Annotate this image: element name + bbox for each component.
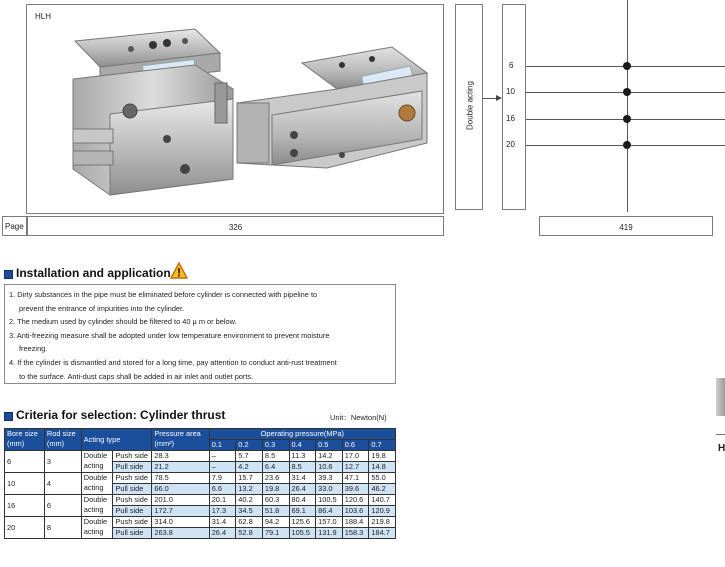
rod-cell: 3 <box>44 451 81 473</box>
side-cell: Pull side <box>113 528 152 539</box>
thrust-value-cell: 39.6 <box>342 484 369 495</box>
edge-divider <box>716 434 725 435</box>
thrust-value-cell: 103.6 <box>342 506 369 517</box>
thrust-value-cell: 20.1 <box>209 495 236 506</box>
header-pressure-value: 0.2 <box>236 440 263 451</box>
criteria-title: Criteria for selection: Cylinder thrust <box>16 408 226 422</box>
bore-cell: 16 <box>5 495 45 517</box>
header-pressure-value: 0.7 <box>369 440 396 451</box>
thrust-value-cell: 188.4 <box>342 517 369 528</box>
thrust-value-cell: 105.5 <box>289 528 316 539</box>
header-pressure-value: 0.4 <box>289 440 316 451</box>
thrust-value-cell: 31.4 <box>209 517 236 528</box>
thrust-value-cell: 4.2 <box>236 462 263 473</box>
thrust-value-cell: 13.2 <box>236 484 263 495</box>
thrust-value-cell: 60.3 <box>262 495 289 506</box>
thrust-value-cell: 17.3 <box>209 506 236 517</box>
side-cell: Pull side <box>113 506 152 517</box>
bore-row-label: 6 <box>509 61 514 70</box>
acting-type-box <box>455 4 483 210</box>
selection-dot <box>623 62 631 70</box>
bore-size-box <box>502 4 526 210</box>
area-cell: 21.2 <box>152 462 209 473</box>
thrust-value-cell: 19.8 <box>369 451 396 462</box>
thrust-value-cell: 14.2 <box>316 451 343 462</box>
page-label-cell <box>2 216 27 236</box>
thrust-value-cell: 184.7 <box>369 528 396 539</box>
thrust-value-cell: 157.0 <box>316 517 343 528</box>
thrust-value-cell: 140.7 <box>369 495 396 506</box>
area-cell: 66.0 <box>152 484 209 495</box>
thrust-value-cell: 19.8 <box>262 484 289 495</box>
bore-cell: 6 <box>5 451 45 473</box>
thrust-value-cell: 8.5 <box>262 451 289 462</box>
cylinder-photo-angled <box>232 43 442 193</box>
unit-label: Unit：Newton(N) <box>330 413 387 422</box>
thrust-value-cell: 69.1 <box>289 506 316 517</box>
thrust-value-cell: 26.4 <box>209 528 236 539</box>
thrust-value-cell: 6.4 <box>262 462 289 473</box>
edge-photo-fragment <box>716 378 725 416</box>
area-cell: 263.8 <box>152 528 209 539</box>
page-number-cell-right <box>539 216 713 236</box>
thrust-value-cell: 219.8 <box>369 517 396 528</box>
header-pressure-value: 0.6 <box>342 440 369 451</box>
thrust-value-cell: 46.2 <box>369 484 396 495</box>
note-line: 1. Dirty substances in the pipe must be eliminated before cylinder is connected with pipeline to <box>9 290 318 299</box>
note-line: 4. If the cylinder is dismantled and stored for a long time, pay attention to conduct anti-rust treatment <box>9 357 337 367</box>
thrust-value-cell: 34.5 <box>236 506 263 517</box>
thrust-value-cell: 39.3 <box>316 473 343 484</box>
thrust-value-cell: 12.7 <box>342 462 369 473</box>
thrust-value-cell: 79.1 <box>262 528 289 539</box>
installation-notes <box>4 284 396 384</box>
thrust-value-cell: 131.9 <box>316 528 343 539</box>
thrust-value-cell: 100.5 <box>316 495 343 506</box>
note-line: to the surface. Anti-dust caps shall be added in air inlet and outlet ports. <box>19 371 254 381</box>
thrust-value-cell: 14.8 <box>369 462 396 473</box>
note-line: 2. The medium used by cylinder should be filtered to 40 μ m or below. <box>9 317 237 327</box>
side-cell: Pull side <box>113 484 152 495</box>
header-pressure: Operating pressure(MPa) <box>209 429 395 440</box>
selection-dot <box>623 88 631 96</box>
header-pressure-value: 0.3 <box>262 440 289 451</box>
thrust-value-cell: 31.4 <box>289 473 316 484</box>
page-number-right: 419 <box>619 223 633 232</box>
thrust-value-cell: 5.7 <box>236 451 263 462</box>
note-line: freezing. <box>19 344 48 354</box>
side-cell: Push side <box>113 517 152 528</box>
header-area: Pressure area (mm²) <box>152 429 209 451</box>
installation-title: Installation and application <box>16 266 171 280</box>
thrust-value-cell: 62.8 <box>236 517 263 528</box>
header-pressure-value: 0.5 <box>316 440 343 451</box>
bore-row-label: 10 <box>506 87 515 96</box>
thrust-value-cell: – <box>209 462 236 473</box>
thrust-value-cell: 51.8 <box>262 506 289 517</box>
acting-type-label: Double acting <box>465 81 475 130</box>
thrust-value-cell: 86.4 <box>316 506 343 517</box>
table-row <box>5 473 396 484</box>
product-photo-panel <box>26 4 444 214</box>
section-bullet <box>4 412 13 421</box>
section-bullet <box>4 270 13 279</box>
thrust-value-cell: 7.9 <box>209 473 236 484</box>
side-cell: Push side <box>113 495 152 506</box>
thrust-value-cell: 6.6 <box>209 484 236 495</box>
bore-cell: 20 <box>5 517 45 539</box>
area-cell: 314.0 <box>152 517 209 528</box>
table-row <box>5 495 396 506</box>
area-cell: 78.5 <box>152 473 209 484</box>
bore-row-label: 20 <box>506 140 515 149</box>
header-acting: Acting type <box>81 429 152 451</box>
thrust-value-cell: – <box>209 451 236 462</box>
edge-letter: H <box>718 443 725 454</box>
area-cell: 201.0 <box>152 495 209 506</box>
thrust-value-cell: 40.2 <box>236 495 263 506</box>
thrust-value-cell: 15.7 <box>236 473 263 484</box>
acting-arrow-line <box>483 98 497 99</box>
rod-cell: 4 <box>44 473 81 495</box>
thrust-value-cell: 23.6 <box>262 473 289 484</box>
page-number-cell-left <box>27 216 444 236</box>
header-pressure-value: 0.1 <box>209 440 236 451</box>
matrix-column-line <box>627 0 628 212</box>
thrust-value-cell: 33.0 <box>316 484 343 495</box>
acting-cell: Double acting <box>81 517 113 539</box>
bore-cell: 10 <box>5 473 45 495</box>
page-label: Page <box>5 222 24 231</box>
bore-row-label: 16 <box>506 114 515 123</box>
thrust-value-cell: 17.0 <box>342 451 369 462</box>
thrust-value-cell: 8.5 <box>289 462 316 473</box>
selection-dot <box>623 141 631 149</box>
thrust-value-cell: 120.6 <box>342 495 369 506</box>
thrust-value-cell: 125.6 <box>289 517 316 528</box>
thrust-value-cell: 47.1 <box>342 473 369 484</box>
table-row <box>5 517 396 528</box>
note-line: 3. Anti-freezing measure shall be adopted under low temperature environment to prevent moisture <box>9 330 330 340</box>
thrust-value-cell: 26.4 <box>289 484 316 495</box>
side-cell: Pull side <box>113 462 152 473</box>
page-number-left: 326 <box>228 223 243 232</box>
thrust-value-cell: 80.4 <box>289 495 316 506</box>
cylinder-photo-front <box>55 19 245 209</box>
thrust-value-cell: 120.9 <box>369 506 396 517</box>
model-label: HLH <box>35 12 52 21</box>
thrust-table <box>4 428 396 539</box>
thrust-value-cell: 10.6 <box>316 462 343 473</box>
thrust-value-cell: 94.2 <box>262 517 289 528</box>
thrust-value-cell: 11.3 <box>289 451 316 462</box>
thrust-value-cell: 52.8 <box>236 528 263 539</box>
acting-cell: Double acting <box>81 451 113 473</box>
thrust-value-cell: 158.3 <box>342 528 369 539</box>
header-rod: Rod size (mm) <box>44 429 81 451</box>
acting-cell: Double acting <box>81 495 113 517</box>
selection-dot <box>623 115 631 123</box>
area-cell: 28.3 <box>152 451 209 462</box>
thrust-value-cell: 55.0 <box>369 473 396 484</box>
acting-cell: Double acting <box>81 473 113 495</box>
side-cell: Push side <box>113 473 152 484</box>
warning-triangle-icon <box>170 262 188 279</box>
note-line: prevent the entrance of impurities into the cylinder. <box>19 303 185 313</box>
rod-cell: 6 <box>44 495 81 517</box>
rod-cell: 8 <box>44 517 81 539</box>
table-row <box>5 451 396 462</box>
side-cell: Push side <box>113 451 152 462</box>
header-bore: Bore size (mm) <box>5 429 45 451</box>
area-cell: 172.7 <box>152 506 209 517</box>
